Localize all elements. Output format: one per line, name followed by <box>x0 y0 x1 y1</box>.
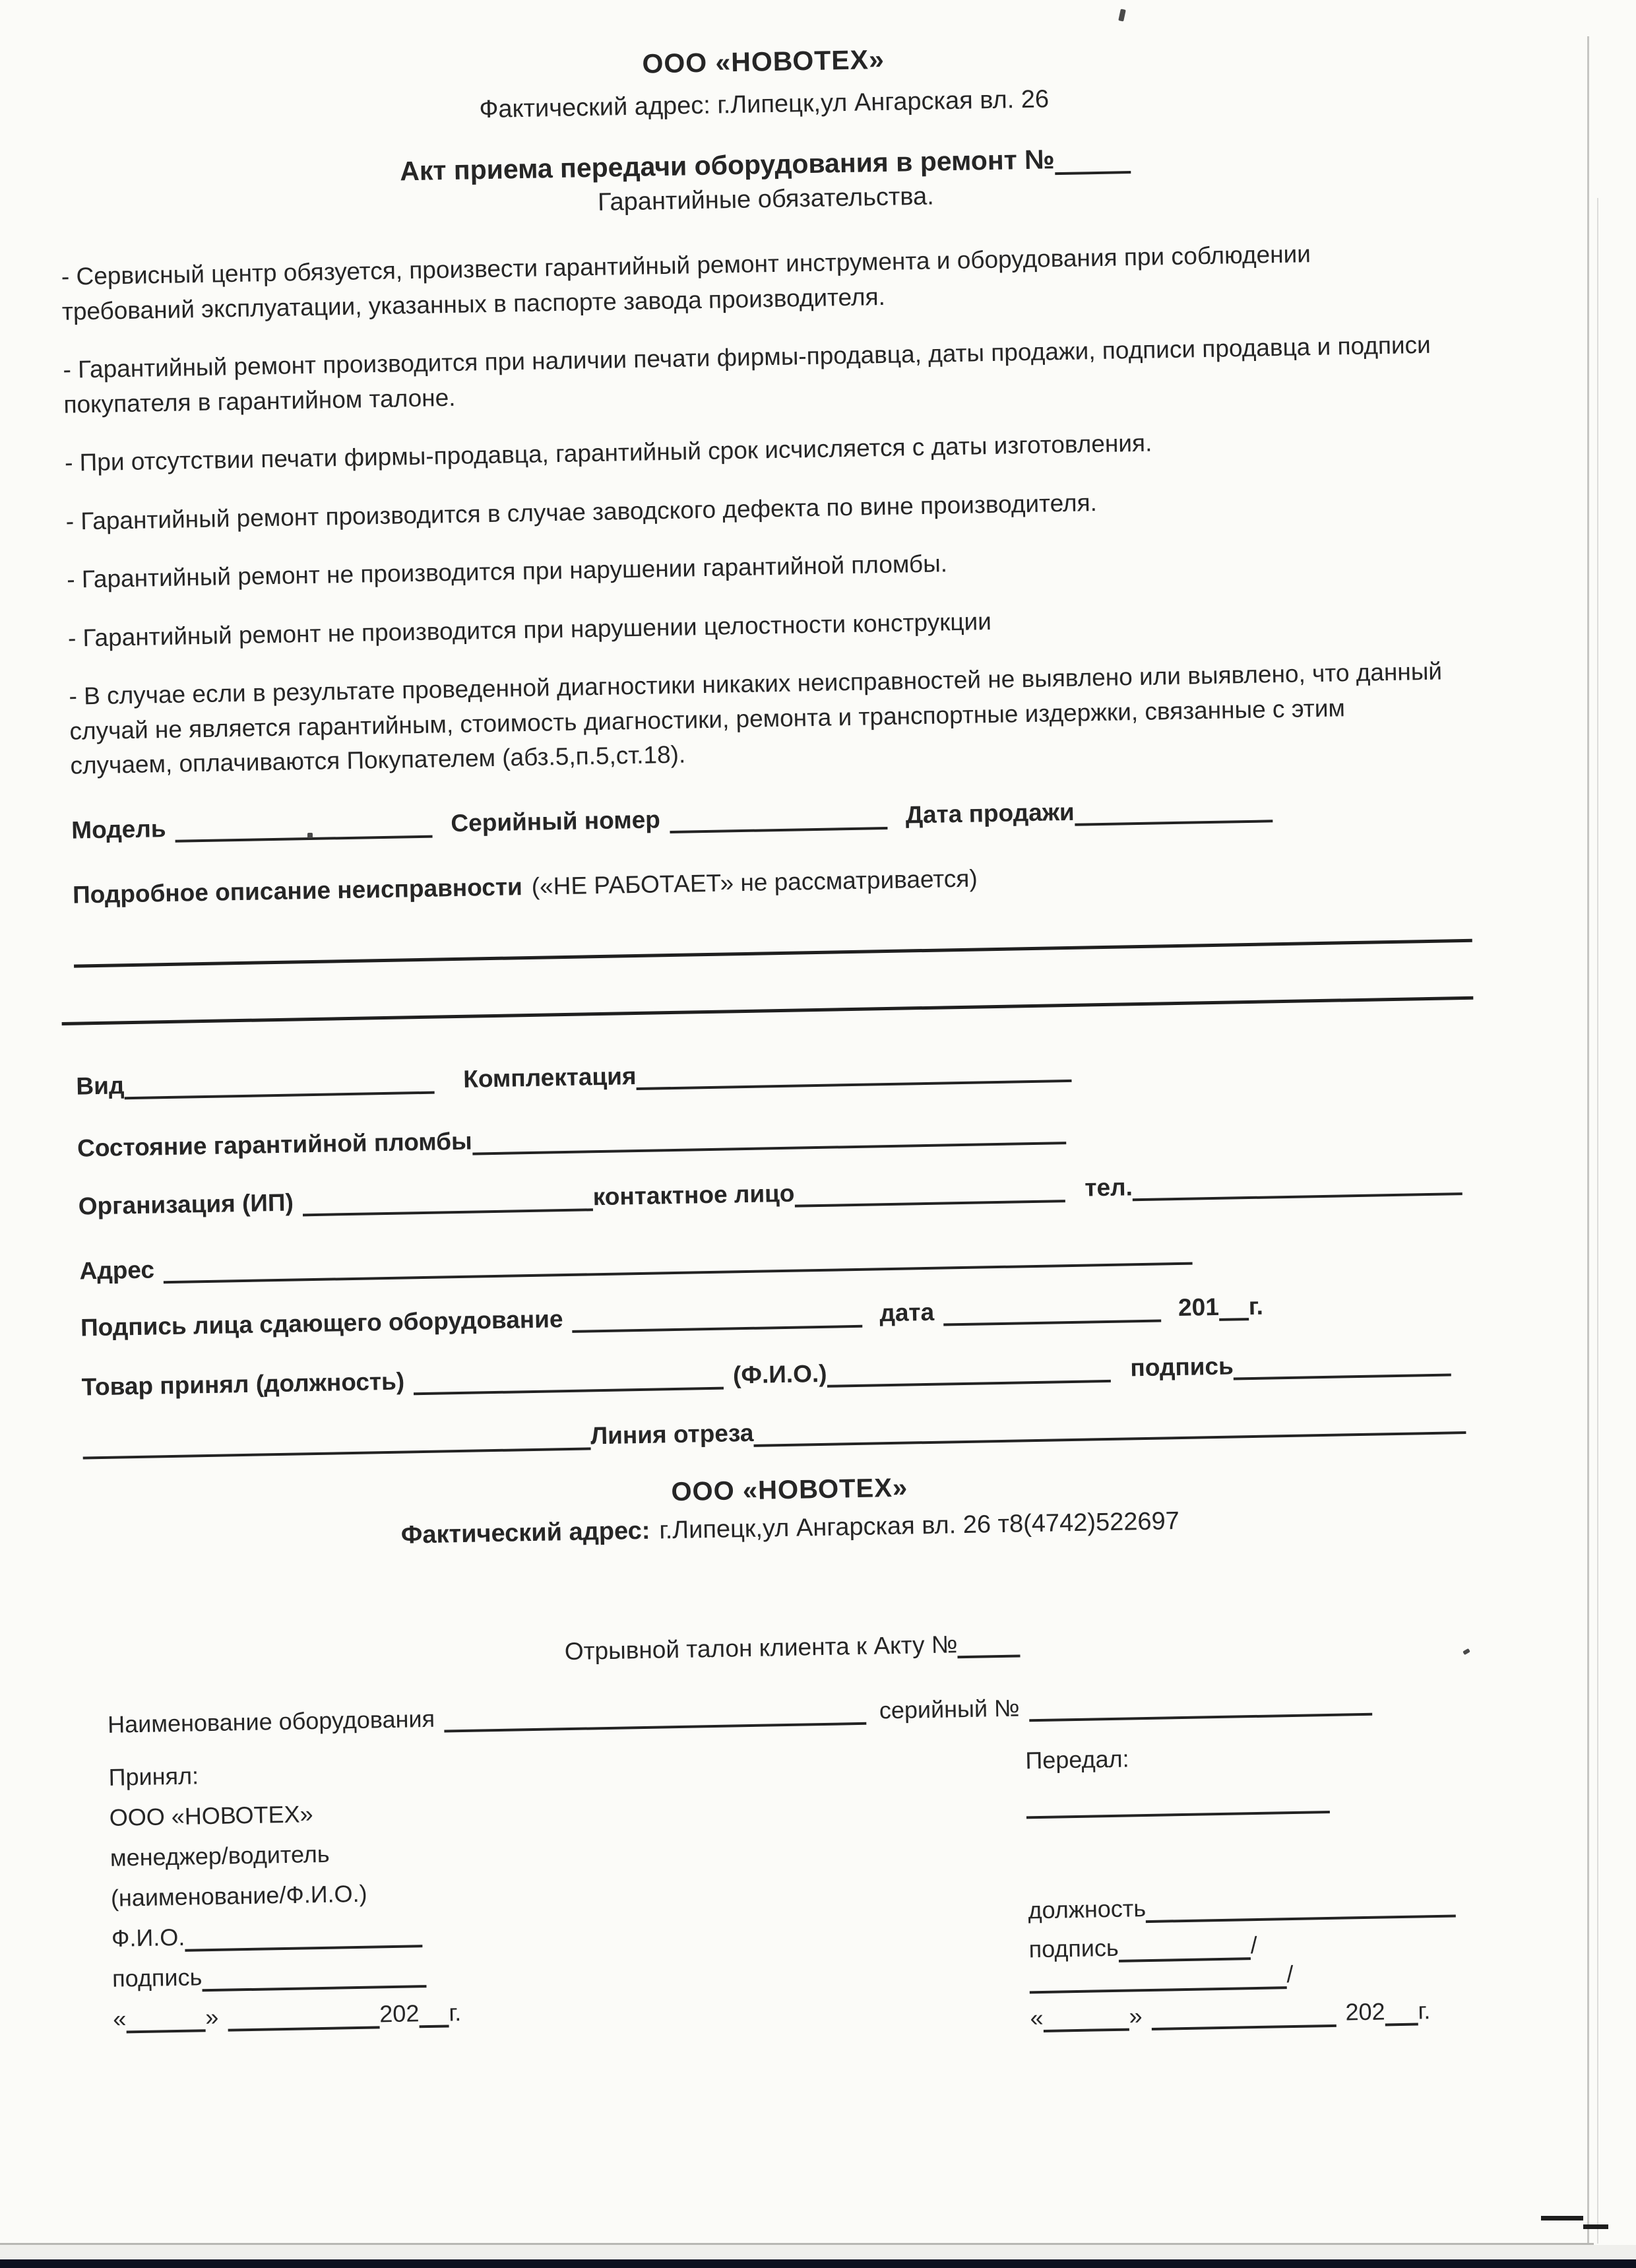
sale-date-blank <box>1074 798 1273 826</box>
transferred-year-blank <box>1385 2001 1418 2026</box>
date-label: дата <box>879 1298 935 1327</box>
seal-label: Состояние гарантийной пломбы <box>77 1127 473 1162</box>
date-blank <box>943 1297 1162 1326</box>
received-company: ООО «НОВОТЕХ» <box>109 1800 313 1831</box>
equipment-label: Наименование оборудования <box>107 1704 435 1738</box>
tearoff-serial-label: серийный № <box>879 1694 1020 1724</box>
fio-blank <box>827 1357 1111 1387</box>
transferred-month-blank <box>1151 2003 1337 2031</box>
transferred-year-suffix: г. <box>1418 1997 1431 2025</box>
received-fio-row <box>111 1906 1029 1953</box>
address-row <box>79 1231 1491 1285</box>
serial-blank <box>669 805 887 833</box>
slash: / <box>1286 1960 1294 1988</box>
year-201: 201 <box>1178 1293 1220 1321</box>
cut-line-left-blank <box>82 1425 591 1459</box>
received-date-row <box>113 1987 1030 2033</box>
model-serial-row <box>71 791 1483 844</box>
handover-row <box>80 1288 1492 1342</box>
equipment-row <box>88 1685 1499 1739</box>
coupon-number-blank <box>957 1633 1021 1658</box>
writing-line-1 <box>74 939 1472 968</box>
seal-blank <box>472 1120 1066 1155</box>
received-sign-label: подпись <box>111 1963 203 1992</box>
description-note: («НЕ РАБОТАЕТ» не рассматривается) <box>531 864 978 900</box>
tearoff-company: ООО «НОВОТЕХ» <box>671 1473 908 1507</box>
slash: / <box>1250 1931 1258 1959</box>
quote-close: » <box>204 2003 219 2031</box>
received-blank <box>414 1365 724 1395</box>
term-item: - При отсутствии печати фирмы-продавца, гарантийный срок исчисляется с даты изготовления. <box>64 429 1152 476</box>
transferred-day-blank <box>1043 2007 1129 2032</box>
term-item: - Сервисный центр обязуется, произвести гарантийный ремонт инструмента и оборудования при соблюдении требований эксплуатации, указанных в паспорте завода производителя. <box>61 240 1311 325</box>
package-label: Комплектация <box>462 1062 637 1093</box>
handover-sign-blank <box>572 1303 863 1332</box>
term-item: - Гарантийный ремонт производится в случае заводского дефекта по вине производителя. <box>65 488 1098 535</box>
term-item: - В случае если в результате проведенной диагностики никаких неисправностей не выявлено или выявлено, что данный случай не является гарантийным, стоимость диагностики, ремонта и транспортные издержки, связанные с этим случаем, оплачиваются Покупателем (абз.5,п.5,ст.18). <box>69 657 1443 779</box>
term-item: - Гарантийный ремонт не производится при нарушении гарантийной пломбы. <box>66 550 948 593</box>
received-day-blank <box>126 2008 206 2034</box>
phone-label: тел. <box>1084 1173 1133 1202</box>
received-year-blank <box>419 2003 449 2028</box>
transferred-year: 202 <box>1345 1997 1385 2026</box>
position-label: должность <box>1028 1895 1147 1924</box>
year-blank <box>1218 1296 1249 1321</box>
organization-label: Организация (ИП) <box>78 1188 294 1220</box>
organization-row <box>78 1167 1490 1220</box>
transferred-position-row <box>1028 1887 1503 1925</box>
transferred-sign-row <box>1028 1926 1505 1993</box>
act-title: Акт приема передачи оборудования в ремонт № <box>399 144 1055 187</box>
transferred-title: Передал: <box>1024 1745 1129 1774</box>
received-block <box>108 1745 1030 2059</box>
quote-open: « <box>112 2005 127 2032</box>
scan-mark <box>307 833 313 838</box>
term-item: - Гарантийный ремонт производится при наличии печати фирмы-продавца, даты продажи, подписи продавца и подписи покупателя в гарантийном талоне. <box>63 331 1432 418</box>
transferred-block <box>1025 1737 1505 2042</box>
company-address: Фактический адрес: г.Липецк,ул Ангарская вл. 26 <box>479 85 1050 124</box>
paper-right-edge-shadow <box>1597 198 1598 2244</box>
equipment-blank <box>444 1701 867 1732</box>
tearoff-serial-blank <box>1028 1691 1372 1722</box>
company-name: ООО «НОВОТЕХ» <box>642 44 885 79</box>
signature-columns <box>88 1737 1505 2059</box>
description-row <box>73 855 1484 909</box>
cut-line-label: Линия отреза <box>590 1419 754 1450</box>
transferred-sign-blank <box>1118 1936 1251 1962</box>
kind-label: Вид <box>76 1072 125 1100</box>
received-fio-label: Ф.И.О. <box>111 1923 185 1952</box>
transferred-name-blank <box>1026 1790 1330 1819</box>
package-blank <box>636 1057 1072 1089</box>
received-year: 202 <box>379 1999 420 2028</box>
sign-label: подпись <box>1130 1352 1234 1382</box>
pen-dash-mark <box>1541 2216 1583 2220</box>
sale-date-label: Дата продажи <box>905 798 1075 829</box>
received-label: Товар принял (должность) <box>81 1367 405 1401</box>
transferred-sign-label: подпись <box>1028 1934 1119 1963</box>
sign-blank <box>1233 1351 1451 1380</box>
cut-line-row <box>82 1406 1494 1459</box>
received-sign-blank <box>202 1964 427 1992</box>
address-label: Адрес <box>79 1256 155 1285</box>
received-month-blank <box>228 2005 380 2032</box>
tearoff-address-label: Фактический адрес: <box>400 1516 650 1549</box>
kind-row <box>76 1047 1488 1100</box>
paper-right-edge <box>1587 36 1589 2250</box>
act-number-blank <box>1054 146 1131 175</box>
seal-row <box>77 1109 1489 1162</box>
transferred-fio-blank <box>1029 1965 1287 1994</box>
model-label: Модель <box>71 814 166 844</box>
handover-sign-label: Подпись лица сдающего оборудование <box>80 1305 563 1342</box>
phone-blank <box>1133 1171 1463 1201</box>
term-item: - Гарантийный ремонт не производится при нарушении целостности конструкции <box>67 607 992 652</box>
fio-paren-label: (Ф.И.О.) <box>732 1359 827 1389</box>
quote-open: « <box>1030 2004 1044 2032</box>
kind-blank <box>124 1069 435 1099</box>
quote-close: » <box>1129 2002 1143 2030</box>
coupon-title-row <box>86 1621 1498 1674</box>
tearoff-address-value: г.Липецк,ул Ангарская вл. 26 т8(4742)522697 <box>659 1507 1180 1545</box>
address-blank <box>164 1240 1193 1283</box>
transferred-date-row <box>1030 1994 1505 2032</box>
received-fio-blank <box>185 1924 423 1952</box>
description-label: Подробное описание неисправности <box>72 872 523 909</box>
year-suffix: г. <box>1248 1292 1264 1320</box>
received-year-suffix: г. <box>448 1998 462 2026</box>
received-title: Принял: <box>108 1762 199 1791</box>
contact-person-blank <box>794 1178 1065 1208</box>
received-hint: (наименование/Ф.И.О.) <box>110 1879 367 1912</box>
pen-dash-mark <box>1583 2224 1608 2229</box>
position-blank <box>1146 1893 1457 1923</box>
received-role: менеджер/водитель <box>110 1840 330 1871</box>
coupon-title: Отрывной талон клиента к Акту № <box>564 1631 958 1665</box>
scanner-edge-band <box>0 2259 1636 2268</box>
contact-person-label: контактное лицо <box>592 1179 795 1211</box>
cut-line-right-blank <box>753 1409 1466 1447</box>
writing-line-2 <box>62 996 1474 1025</box>
received-sign-row <box>112 1947 1030 1993</box>
organization-blank <box>303 1186 594 1216</box>
goods-received-row <box>81 1347 1493 1401</box>
model-blank <box>175 813 433 842</box>
warranty-subtitle: Гарантийные обязательства. <box>597 182 935 216</box>
terms-list <box>61 234 1482 784</box>
serial-label: Серийный номер <box>451 806 661 837</box>
